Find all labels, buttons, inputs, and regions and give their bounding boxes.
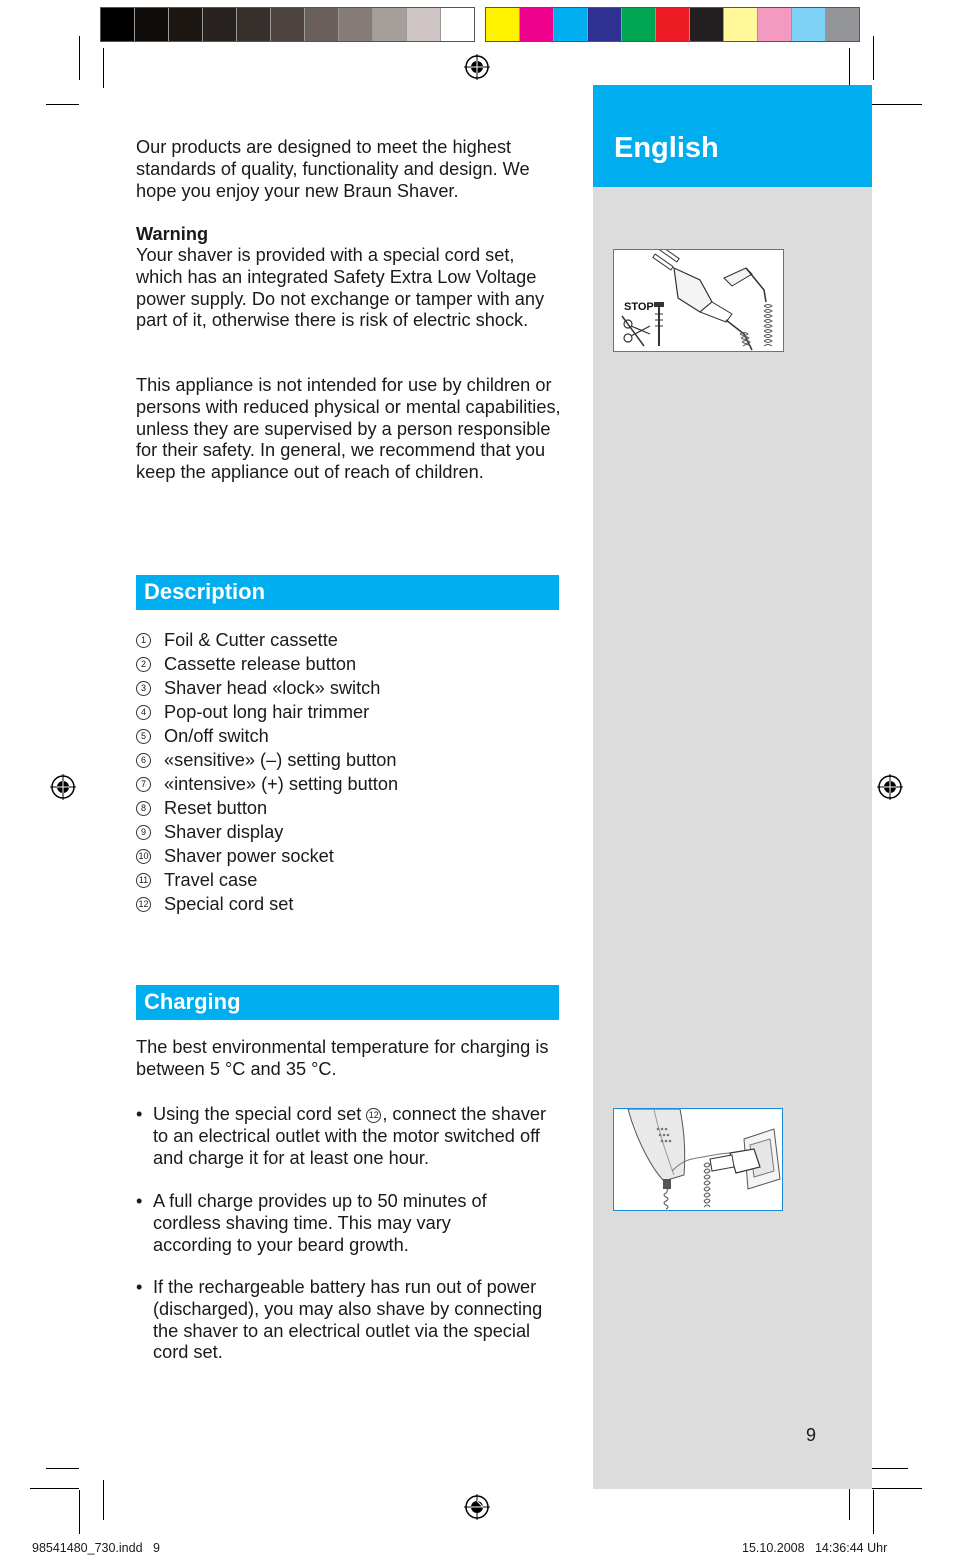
- gray-swatch: [101, 8, 135, 41]
- gray-swatch: [373, 8, 407, 41]
- item-label: «intensive» (+) setting button: [164, 773, 399, 794]
- item-number: 10: [136, 849, 151, 864]
- process-color-swatch: [656, 8, 690, 41]
- plug-cord-stop-icon: [613, 249, 784, 352]
- item-label: Pop-out long hair trimmer: [164, 701, 370, 722]
- gray-scale-swatches: [100, 7, 475, 42]
- item-number: 8: [136, 801, 151, 816]
- gray-swatch: [271, 8, 305, 41]
- bullet-text: A full charge provides up to 50 minutes of cordless shaving time. This may vary according to your beard growth.: [153, 1191, 487, 1255]
- process-color-swatch: [724, 8, 758, 41]
- description-list-item: [136, 868, 398, 892]
- registration-mark-icon: [877, 774, 903, 800]
- item-number: 2: [136, 657, 151, 672]
- item-label: Travel case: [164, 869, 258, 890]
- language-title: English: [614, 132, 719, 164]
- bullet-dot: •: [136, 1191, 143, 1211]
- process-color-swatch: [486, 8, 520, 41]
- description-list-item: [136, 892, 398, 916]
- item-label: «sensitive» (–) setting button: [164, 749, 397, 770]
- description-list-item: [136, 700, 398, 724]
- description-list-item: [136, 844, 398, 868]
- gray-swatch: [135, 8, 169, 41]
- item-number: 12: [136, 897, 151, 912]
- item-number: 3: [136, 681, 151, 696]
- registration-mark-icon: [464, 1494, 490, 1520]
- description-list-item: [136, 820, 398, 844]
- intro-paragraph: Our products are designed to meet the highest standards of quality, functionality and design. We hope you enjoy your new Braun Shaver.: [136, 137, 530, 201]
- item-number: 4: [136, 705, 151, 720]
- charging-section-header: [136, 985, 559, 1020]
- color-calibration-bar: [100, 7, 860, 42]
- item-label: Special cord set: [164, 893, 294, 914]
- footer-filename: 98541480_730.indd 9: [32, 1541, 160, 1555]
- gray-swatch: [203, 8, 237, 41]
- warning-text: Your shaver is provided with a special cord set, which has an integrated Safety Extra Low Voltage power supply. Do not exchange or tamper with any part of it, otherwise there is risk of electric shock.: [136, 245, 545, 331]
- item-label: On/off switch: [164, 725, 269, 746]
- item-label: Cassette release button: [164, 653, 357, 674]
- charging-bullet: [136, 1191, 566, 1257]
- registration-mark-icon: [464, 54, 490, 80]
- item-label: Foil & Cutter cassette: [164, 629, 338, 650]
- description-list-item: [136, 724, 398, 748]
- bullet-text: Using the special cord set 12 , connect the shaver to an electrical outlet with the motor switched off and charge it for at least one hour.: [153, 1104, 547, 1168]
- bullet-dot: •: [136, 1277, 143, 1297]
- item-label: Shaver display: [164, 821, 284, 842]
- footer-timestamp: 15.10.2008 14:36:44 Uhr: [742, 1541, 888, 1555]
- item-number: 5: [136, 729, 151, 744]
- children-safety-text: This appliance is not intended for use by children or persons with reduced physical or mental capabilities, unless they are supervised by a person responsible for their safety. In general, we recommend that you keep the appliance out of reach of children.: [136, 375, 561, 483]
- gray-swatch: [237, 8, 271, 41]
- description-list-item: [136, 796, 398, 820]
- process-color-swatch: [826, 8, 859, 41]
- warning-heading: Warning: [136, 224, 209, 244]
- gray-swatch: [305, 8, 339, 41]
- item-number: 1: [136, 633, 151, 648]
- item-number: 11: [136, 873, 151, 888]
- process-color-swatch: [520, 8, 554, 41]
- process-color-swatch: [622, 8, 656, 41]
- charging-title: Charging: [144, 989, 241, 1014]
- gray-swatch: [441, 8, 474, 41]
- description-list: [136, 628, 398, 916]
- process-color-swatch: [758, 8, 792, 41]
- description-list-item: [136, 628, 398, 652]
- item-label: Shaver power socket: [164, 845, 334, 866]
- description-list-item: [136, 772, 398, 796]
- process-color-swatch: [554, 8, 588, 41]
- bullet-text: If the rechargeable battery has run out of power (discharged), you may also shave by connecting the shaver to an electrical outlet via the special cord set.: [153, 1277, 543, 1363]
- registration-mark-icon: [50, 774, 76, 800]
- page-number: 9: [806, 1425, 817, 1445]
- description-list-item: [136, 748, 398, 772]
- process-color-swatch: [588, 8, 622, 41]
- description-list-item: [136, 652, 398, 676]
- description-section-header: [136, 575, 559, 610]
- item-number: 9: [136, 825, 151, 840]
- gray-swatch: [407, 8, 441, 41]
- description-list-item: [136, 676, 398, 700]
- charging-bullet: [136, 1277, 566, 1365]
- reference-number: 12: [366, 1108, 381, 1123]
- gray-swatch: [169, 8, 203, 41]
- shaver-outlet-icon: [613, 1108, 783, 1211]
- process-color-swatches: [485, 7, 860, 42]
- item-label: Reset button: [164, 797, 268, 818]
- process-color-swatch: [690, 8, 724, 41]
- description-title: Description: [144, 579, 266, 604]
- gray-swatch: [339, 8, 373, 41]
- item-number: 6: [136, 753, 151, 768]
- svg-text:STOP: STOP: [624, 301, 654, 313]
- item-label: Shaver head «lock» switch: [164, 677, 381, 698]
- charging-intro: The best environmental temperature for charging is between 5 °C and 35 °C.: [136, 1037, 549, 1079]
- bullet-dot: •: [136, 1104, 143, 1124]
- item-number: 7: [136, 777, 151, 792]
- process-color-swatch: [792, 8, 826, 41]
- charging-bullet: [136, 1104, 566, 1170]
